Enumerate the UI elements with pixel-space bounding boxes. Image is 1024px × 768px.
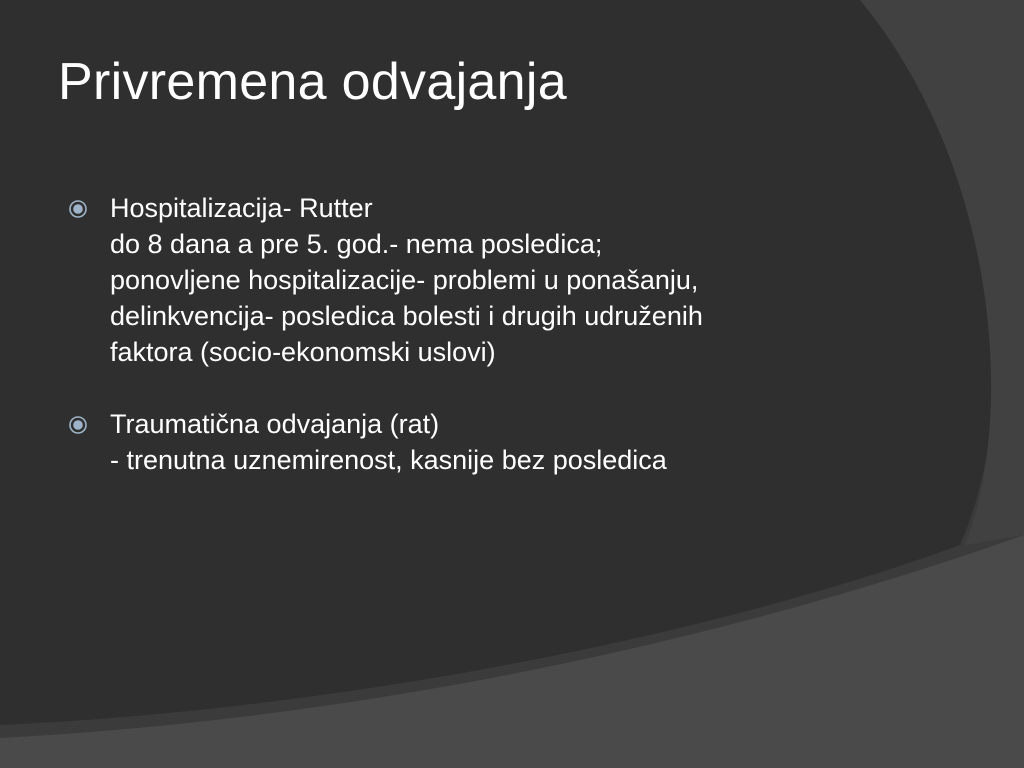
bullet-list [68, 190, 948, 514]
bullet-line: - trenutna uznemirenost, kasnije bez posledica [110, 445, 667, 475]
ring-dot-bullet-icon [68, 199, 88, 219]
bullet-line: Hospitalizacija- Rutter [110, 193, 373, 223]
bullet-line: Traumatična odvajanja (rat) [110, 409, 440, 439]
bullet-item-traumatic-separation [68, 406, 948, 478]
ring-dot-bullet-icon [68, 415, 88, 435]
slide-title: Privremena odvajanja [58, 53, 567, 111]
bullet-line: faktora (socio-ekonomski uslovi) [110, 337, 496, 367]
bullet-line: delinkvencija- posledica bolesti i drugih udruženih [110, 301, 703, 331]
bullet-item-hospitalization [68, 190, 948, 370]
bullet-line: ponovljene hospitalizacije- problemi u ponašanju, [110, 265, 699, 295]
bullet-line: do 8 dana a pre 5. god.- nema posledica; [110, 229, 603, 259]
